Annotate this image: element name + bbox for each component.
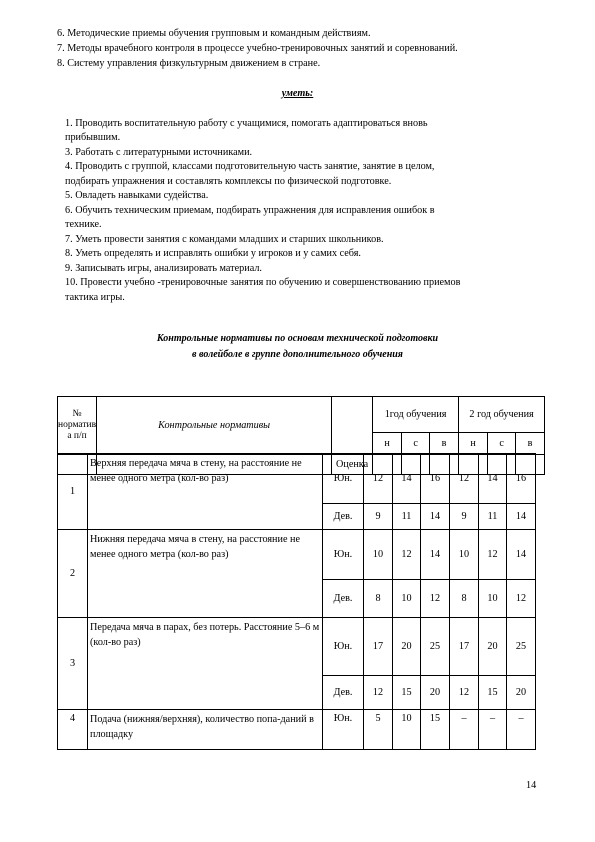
sub-header: в [430, 433, 459, 455]
norm-value: 25 [507, 618, 536, 676]
norm-description: Нижняя передача мяча в стену, на расстояние не менее одного метра (кол-во раз) [88, 530, 323, 618]
row-number: 4 [58, 710, 88, 750]
norm-value: 15 [393, 676, 421, 710]
norm-description: Подача (нижняя/верхняя), количество попа-даний в площадку [88, 710, 323, 750]
row-number: 2 [58, 530, 88, 618]
norm-value: 20 [479, 618, 507, 676]
list-item: 5. Овладеть навыками судейства. [65, 190, 209, 201]
norms-column-header: Контрольные нормативы [97, 397, 332, 455]
list-item: 6. Методические приемы обучения групповым и командным действиям. [57, 28, 371, 39]
norm-value: 16 [507, 454, 536, 504]
norm-value: 8 [364, 580, 393, 618]
norm-value: 9 [450, 504, 479, 530]
group-label: Дев. [323, 504, 364, 530]
list-item: 6. Обучить техническим приемам, подбирать упражнения для исправления ошибок в [65, 205, 435, 216]
norm-value: 15 [421, 710, 450, 750]
norm-description: Передача мяча в парах, без потерь. Расстояние 5–6 м (кол-во раз) [88, 618, 323, 710]
norm-value: 16 [421, 454, 450, 504]
year2-header: 2 год обучения [459, 397, 545, 433]
norm-value: – [479, 710, 507, 750]
list-item: 8. Систему управления физкультурным движением в стране. [57, 58, 321, 69]
group-label: Юн. [323, 618, 364, 676]
group-label: Дев. [323, 580, 364, 618]
year1-header: 1год обучения [373, 397, 459, 433]
group-label: Юн. [323, 710, 364, 750]
table-row [58, 530, 536, 580]
list-item: 10. Провести учебно -тренировочные занятия по обучению и совершенствованию приемов [65, 277, 461, 288]
sub-header: с [402, 433, 430, 455]
norm-value: 5 [364, 710, 393, 750]
grade-column-header: Оценка [332, 455, 373, 475]
num-column-header: № норматив а п/п [58, 397, 97, 455]
skills-heading: уметь: [281, 88, 314, 99]
norm-value: 12 [450, 676, 479, 710]
list-item: 9. Записывать игры, анализировать материал. [65, 263, 262, 274]
norm-value: 20 [507, 676, 536, 710]
sub-header: н [459, 433, 488, 455]
table-header-row [58, 397, 545, 433]
norm-value: 20 [393, 618, 421, 676]
list-item: 7. Уметь провести занятия с командами младших и старших школьников. [65, 234, 384, 245]
norm-value: 10 [479, 580, 507, 618]
norm-value: 10 [450, 530, 479, 580]
norm-value: 14 [507, 504, 536, 530]
table-title-line1: Контрольные нормативы по основам технической подготовки [156, 333, 439, 344]
norm-value: 12 [364, 676, 393, 710]
norm-value: 12 [364, 454, 393, 504]
norm-value: 11 [393, 504, 421, 530]
list-item: 4. Проводить с группой, классами подготовительную часть занятие, занятие в целом, [65, 161, 435, 172]
norm-value: 10 [364, 530, 393, 580]
list-item: прибывшим. [65, 132, 121, 143]
sub-header: н [373, 433, 402, 455]
norms-table-body [57, 453, 536, 750]
norm-value: 14 [479, 454, 507, 504]
norm-value: 8 [450, 580, 479, 618]
table-row [58, 710, 536, 750]
norm-value: 9 [364, 504, 393, 530]
sub-header: в [516, 433, 545, 455]
norm-value: – [507, 710, 536, 750]
page-number: 14 [526, 780, 537, 791]
norm-value: 12 [507, 580, 536, 618]
norm-value: 25 [421, 618, 450, 676]
norm-value: 12 [393, 530, 421, 580]
norm-value: 11 [479, 504, 507, 530]
norm-value: 17 [450, 618, 479, 676]
list-item: подбирать упражнения и составлять комплексы по физической подготовке. [65, 176, 392, 187]
norm-value: 12 [479, 530, 507, 580]
norm-value: 17 [364, 618, 393, 676]
list-item: 8. Уметь определять и исправлять ошибки у игроков и у самих себя. [65, 248, 361, 259]
norm-value: 10 [393, 580, 421, 618]
group-label: Юн. [323, 454, 364, 504]
header-spacer [332, 397, 373, 455]
row-number: 1 [58, 454, 88, 530]
list-item: 3. Работать с литературными источниками. [65, 147, 253, 158]
table-row [58, 618, 536, 676]
list-item: 1. Проводить воспитательную работу с учащимися, помогать адаптироваться вновь [65, 118, 428, 129]
table-row [58, 454, 536, 504]
norm-description: Верхняя передача мяча в стену, на расстояние не менее одного метра (кол-во раз) [88, 454, 323, 530]
list-item: тактика игры. [65, 292, 125, 303]
list-item: технике. [65, 219, 102, 230]
norm-value: 12 [450, 454, 479, 504]
list-item: 7. Методы врачебного контроля в процессе учебно-тренировочных занятий и соревнований. [57, 43, 458, 54]
norm-value: 20 [421, 676, 450, 710]
norm-value: 12 [421, 580, 450, 618]
norm-value: 14 [393, 454, 421, 504]
group-label: Юн. [323, 530, 364, 580]
row-number: 3 [58, 618, 88, 710]
norm-value: 14 [421, 504, 450, 530]
group-label: Дев. [323, 676, 364, 710]
norm-value: – [450, 710, 479, 750]
norm-value: 10 [393, 710, 421, 750]
norm-value: 14 [507, 530, 536, 580]
norm-value: 15 [479, 676, 507, 710]
norm-value: 14 [421, 530, 450, 580]
table-title-line2: в волейболе в группе дополнительного обучения [192, 349, 403, 360]
sub-header: с [488, 433, 516, 455]
